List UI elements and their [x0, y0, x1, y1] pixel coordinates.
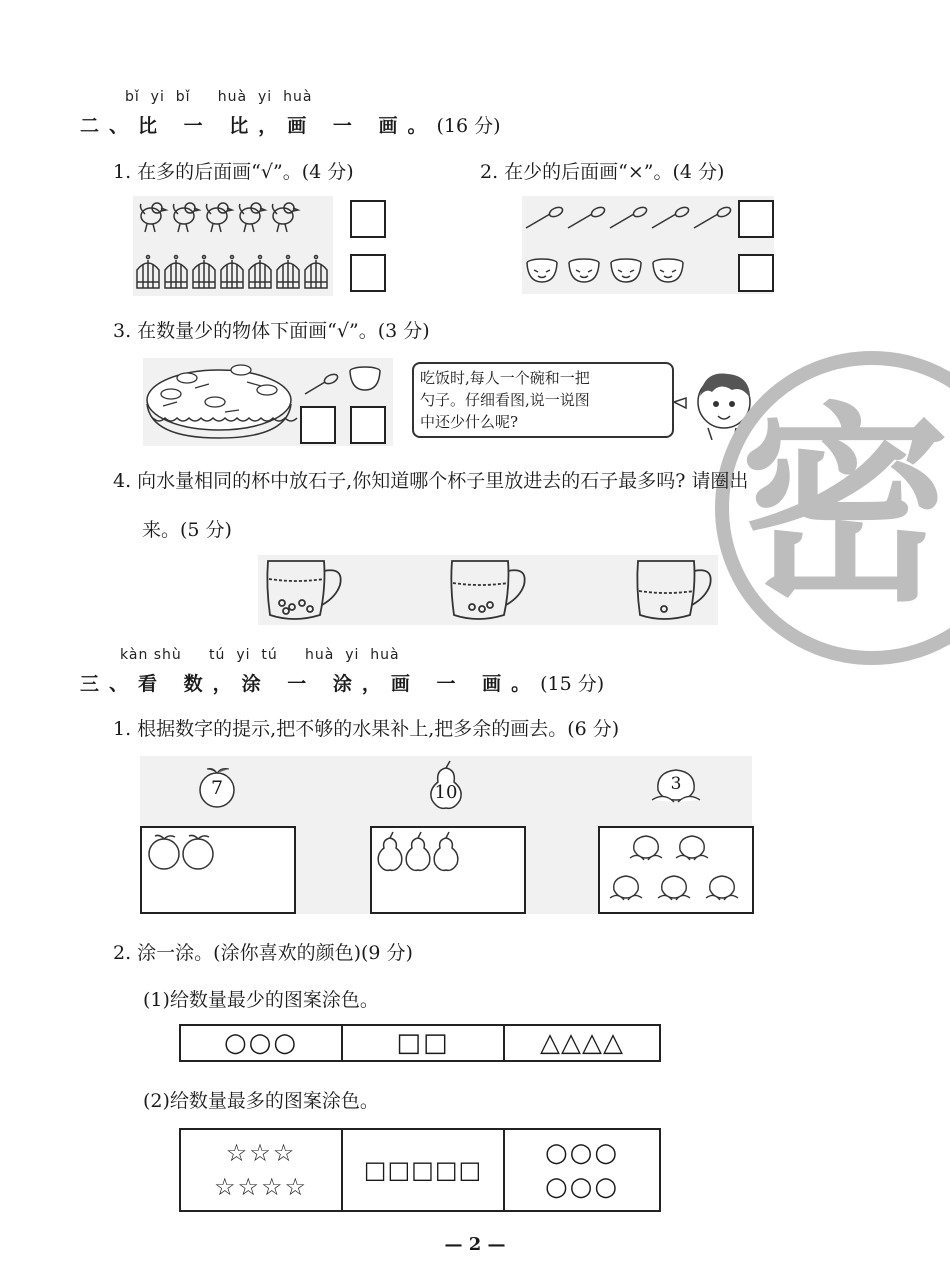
speech-line-3: 中还少什么呢?	[420, 413, 519, 431]
section2-pinyin: bǐ yi bǐ huà yi huà	[125, 89, 313, 105]
section3-pinyin: kàn shù tú yi tú huà yi huà	[120, 647, 400, 663]
question-2-2: 2. 在少的后面画“×”。(4 分)	[480, 161, 725, 183]
shapes-row-1	[179, 1024, 661, 1062]
star-group[interactable]	[181, 1130, 343, 1210]
section2-title-text: 二、比 一 比，画 一 画。	[80, 115, 437, 137]
section2-points: (16 分)	[436, 115, 501, 137]
answer-box-bowl[interactable]	[350, 406, 386, 444]
circle-group-2[interactable]	[505, 1130, 659, 1210]
stars-top: ☆☆☆	[225, 1139, 297, 1167]
question-2-4-cont: 来。(5 分)	[142, 519, 232, 541]
answer-box-spoon[interactable]	[300, 406, 336, 444]
bird-icons	[141, 203, 299, 232]
bowl-icon	[350, 367, 380, 390]
answer-box-cages[interactable]	[350, 254, 386, 292]
peach-icons	[610, 836, 738, 900]
spoon-icons	[526, 205, 732, 228]
cage-icons	[137, 256, 327, 289]
question-2-1: 1. 在多的后面画“√”。(4 分)	[113, 161, 354, 183]
page-number: — 2 —	[444, 1234, 506, 1255]
question-2-3: 3. 在数量少的物体下面画“√”。(3 分)	[113, 320, 430, 342]
speech-bubble	[412, 362, 674, 438]
shapes-row-2	[179, 1128, 661, 1212]
answer-box-spoons[interactable]	[738, 200, 774, 238]
watermark-glyph: 密	[740, 385, 950, 630]
watermark-stamp	[712, 348, 950, 668]
question-3-2-2: (2)给数量最多的图案涂色。	[143, 1090, 379, 1112]
apple-icons	[149, 835, 213, 869]
apple-number: 7	[210, 777, 224, 799]
section2-title	[80, 111, 501, 138]
square-group[interactable]: □□	[343, 1026, 505, 1060]
pear-box[interactable]	[370, 826, 526, 914]
pitcher-icon-2	[451, 561, 524, 619]
apple-box[interactable]	[140, 826, 296, 914]
peach-number: 3	[670, 774, 682, 794]
peach-box[interactable]	[598, 826, 754, 914]
question-3-2-1: (1)给数量最少的图案涂色。	[143, 989, 379, 1011]
question-2-4: 4. 向水量相同的杯中放石子,你知道哪个杯子里放进去的石子最多吗? 请圈出	[113, 470, 749, 492]
birds-cages-picture	[133, 196, 333, 296]
answer-box-birds[interactable]	[350, 200, 386, 238]
question-3-2: 2. 涂一涂。(涂你喜欢的颜色)(9 分)	[113, 942, 413, 964]
bowl-icons	[527, 259, 683, 282]
circles-bottom: ○○○	[544, 1172, 620, 1202]
pear-icons	[378, 832, 458, 870]
section3-title-text: 三、看 数，涂 一 涂，画 一 画。	[80, 673, 541, 695]
square-group-2[interactable]: □□□□□	[343, 1130, 505, 1210]
spoons-bowls-picture	[522, 196, 774, 294]
circles-top: ○○○	[544, 1138, 620, 1168]
answer-box-bowls[interactable]	[738, 254, 774, 292]
pitcher-icon-1	[267, 561, 340, 619]
pitcher-icon-3	[637, 561, 710, 619]
spoon-icon	[305, 372, 339, 394]
triangle-group[interactable]: △△△△	[540, 1028, 624, 1058]
pitchers-picture	[258, 555, 718, 625]
section3-title	[80, 669, 604, 696]
peach-number-icon	[648, 766, 704, 808]
circle-group[interactable]: ○○○	[181, 1026, 343, 1060]
pear-number-icon	[426, 760, 466, 810]
pear-number: 10	[434, 782, 458, 803]
stars-bottom: ☆☆☆☆	[213, 1173, 309, 1201]
speech-line-2: 勺子。仔细看图,说一说图	[420, 391, 590, 409]
speech-line-1: 吃饭时,每人一个碗和一把	[420, 369, 590, 387]
section3-points: (15 分)	[540, 673, 605, 695]
apple-number-icon	[194, 765, 240, 809]
question-3-1: 1. 根据数字的提示,把不够的水果补上,把多余的画去。(6 分)	[113, 718, 620, 740]
